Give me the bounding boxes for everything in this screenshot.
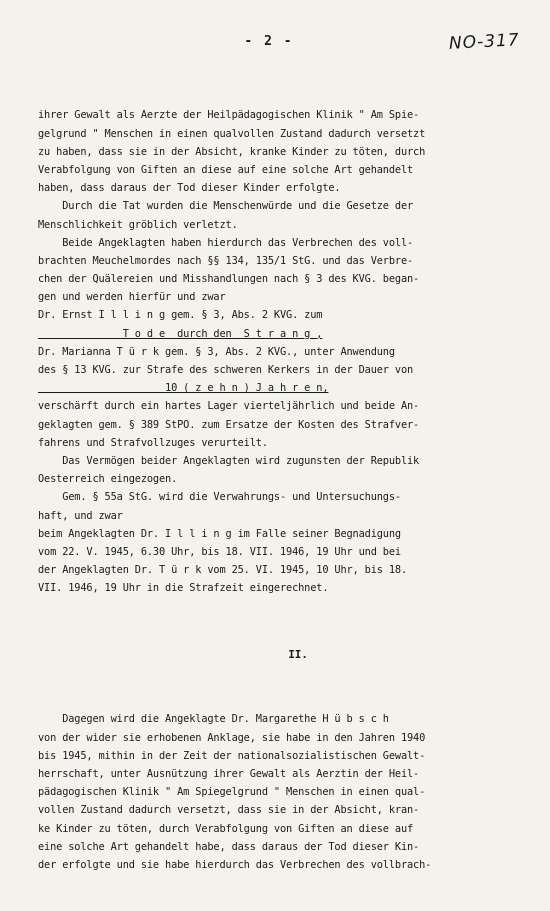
text-line: der Angeklagten Dr. T ü r k vom 25. VI. 1945, 10 Uhr, bis 18. <box>38 564 408 577</box>
text-line: des § 13 KVG. zur Strafe des schweren Kerkers in der Dauer von <box>38 364 414 377</box>
text-line: haft, und zwar <box>38 509 123 522</box>
text-line: 10 ( z e h n ) J a h r e n, <box>38 382 329 395</box>
text-line: Dagegen wird die Angeklagte Dr. Margarethe H ü b s c h <box>38 713 389 726</box>
text-line: von der wider sie erhobenen Anklage, sie habe in den Jahren 1940 <box>38 731 426 744</box>
text-line: Oesterreich eingezogen. <box>38 473 178 486</box>
text-line: haben, dass daraus der Tod dieser Kinder erfolgte. <box>38 182 341 195</box>
text-line: vom 22. V. 1945, 6.30 Uhr, bis 18. VII. 1946, 19 Uhr und bei <box>38 545 401 558</box>
text-line: Das Vermögen beider Angeklagten wird zugunsten der Republik <box>38 454 420 467</box>
text-line: ihrer Gewalt als Aerzte der Heilpädagogischen Klinik " Am Spie- <box>38 109 420 122</box>
page-number: - 2 - <box>244 34 294 49</box>
text-line: beim Angeklagten Dr. I l l i n g im Falle seiner Begnadigung <box>38 527 401 540</box>
text-line: der erfolgte und sie habe hierdurch das Verbrechen des vollbrach- <box>38 858 432 871</box>
text-line: brachten Meuchelmordes nach §§ 134, 135/1 StG. und das Verbre- <box>38 254 414 267</box>
text-line: herrschaft, unter Ausnützung ihrer Gewalt als Aerztin der Heil- <box>38 768 420 781</box>
text-line: Dr. Ernst I l l i n g gem. § 3, Abs. 2 KVG. zum <box>38 309 323 322</box>
text-line: geklagten gem. § 389 StPO. zum Ersatze der Kosten des Strafver- <box>38 418 420 431</box>
text-line: Menschlichkeit gröblich verletzt. <box>38 218 238 231</box>
text-line: pädagogischen Klinik " Am Spiegelgrund " Menschen in einen qual- <box>38 786 426 799</box>
text-line: eine solche Art gehandelt habe, dass daraus der Tod dieser Kin- <box>38 840 420 853</box>
section-1 <box>38 106 538 597</box>
text-line: Durch die Tat wurden die Menschenwürde und die Gesetze der <box>38 200 414 213</box>
text-line: chen der Quälereien und Misshandlungen nach § 3 des KVG. began- <box>38 273 420 286</box>
text-line: Verabfolgung von Giften an diese auf eine solche Art gehandelt <box>38 163 414 176</box>
text-line: gelgrund " Menschen in einen qualvollen Zustand dadurch versetzt <box>38 127 426 140</box>
text-line: VII. 1946, 19 Uhr in die Strafzeit eingerechnet. <box>38 582 329 595</box>
section-2 <box>38 710 538 874</box>
text-line: Dr. Marianna T ü r k gem. § 3, Abs. 2 KVG., unter Anwendung <box>38 345 395 358</box>
text-line: verschärft durch ein hartes Lager vierteljährlich und beide An- <box>38 400 420 413</box>
text-line: Beide Angeklagten haben hierdurch das Verbrechen des voll- <box>38 236 414 249</box>
document-body <box>38 70 538 911</box>
document-reference: NO-317 <box>448 30 521 54</box>
text-line: ke Kinder zu töten, durch Verabfolgung von Giften an diese auf <box>38 822 414 835</box>
text-line: Gem. § 55a StG. wird die Verwahrungs- und Untersuchungs- <box>38 491 401 504</box>
text-line: bis 1945, mithin in der Zeit der nationalsozialistischen Gewalt- <box>38 749 426 762</box>
text-line: zu haben, dass sie in der Absicht, kranke Kinder zu töten, durch <box>38 145 426 158</box>
text-line: gen und werden hierfür und zwar <box>38 291 226 304</box>
text-line: T o d e durch den S t r a n g , <box>38 327 323 340</box>
text-line: fahrens und Strafvollzuges verurteilt. <box>38 436 268 449</box>
text-line: vollen Zustand dadurch versetzt, dass sie in der Absicht, kran- <box>38 804 420 817</box>
section-heading: II. <box>288 647 308 661</box>
